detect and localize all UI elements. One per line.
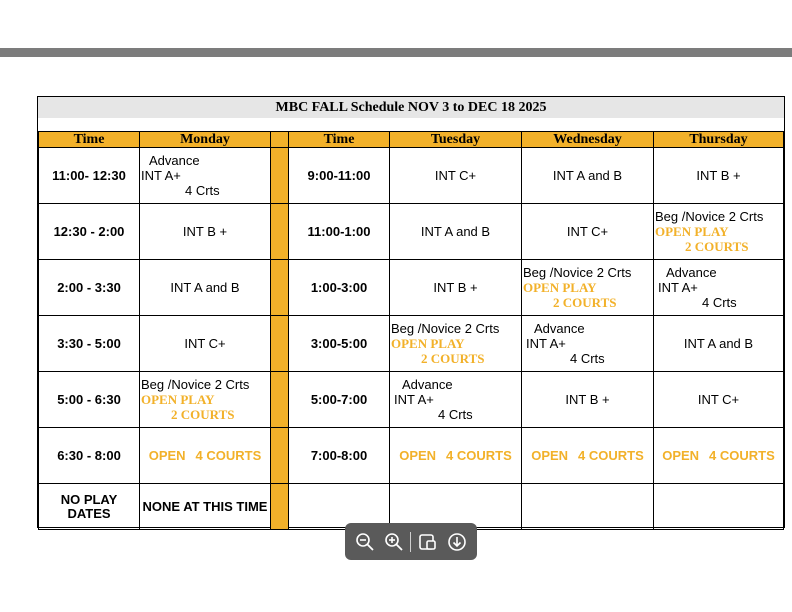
separator-cell [271,484,289,530]
courts-label: 4 COURTS [446,448,512,463]
courts-label: 2 COURTS [421,351,485,366]
header-thursday: Thursday [654,132,784,148]
time-slot-monday: 12:30 - 2:00 [39,204,140,260]
time-slot-tue-thu: 7:00-8:00 [289,428,390,484]
schedule-document [37,96,785,528]
courts-label: 2 COURTS [553,295,617,310]
wednesday-cell: INT C+ [522,204,654,260]
page-view-icon[interactable] [416,530,440,554]
header-time-2: Time [289,132,390,148]
open-play-label: OPEN PLAY [523,280,597,295]
open-play-label: OPEN PLAY [391,336,465,351]
time-slot-monday: 6:30 - 8:00 [39,428,140,484]
courts-label: 4 COURTS [195,448,262,463]
open-play-label: OPEN PLAY [141,392,215,407]
separator-cell [271,148,289,204]
cell-line: Advance [534,321,585,336]
cell-line: INT A+ [658,280,698,295]
header-tuesday: Tuesday [390,132,522,148]
time-slot-monday: 11:00- 12:30 [39,148,140,204]
table-row [39,260,784,316]
schedule-table [38,131,784,530]
open-label: OPEN [662,448,700,463]
tuesday-cell: INT A and B [390,204,522,260]
wednesday-cell: INT A and B [522,148,654,204]
monday-no-play: NONE AT THIS TIME [140,484,271,530]
separator-cell [271,372,289,428]
courts-label: 4 COURTS [578,448,644,463]
table-row [39,372,784,428]
monday-cell: INT C+ [140,316,271,372]
open-label: OPEN [148,448,186,463]
cell-line: Advance [402,377,453,392]
time-slot-tue-thu: 1:00-3:00 [289,260,390,316]
table-row [39,316,784,372]
time-slot-tue-thu: 3:00-5:00 [289,316,390,372]
cell-line: INT A+ [394,392,434,407]
thursday-cell [654,260,784,316]
courts-label: 4 COURTS [709,448,775,463]
time-slot-tue-thu: 9:00-11:00 [289,148,390,204]
wednesday-cell: INT B + [522,372,654,428]
time-slot-tue-thu: 11:00-1:00 [289,204,390,260]
no-play-line: NO PLAY [60,491,118,507]
cell-line: Advance [666,265,717,280]
table-row [39,148,784,204]
cell-line: 4 Crts [438,407,473,422]
open-label: OPEN [531,448,569,463]
open-label: OPEN [399,448,437,463]
courts-label: 2 COURTS [171,407,235,422]
tuesday-cell [390,372,522,428]
monday-cell [140,372,271,428]
monday-cell: INT A and B [140,260,271,316]
cell-line: INT A+ [141,168,181,183]
separator-cell [271,260,289,316]
cell-line: 4 Crts [570,351,605,366]
open-play-label: OPEN PLAY [655,224,729,239]
monday-cell: INT B + [140,204,271,260]
wednesday-cell [522,428,654,484]
thursday-cell [654,204,784,260]
header-time-1: Time [39,132,140,148]
cell-line: INT A+ [526,336,566,351]
wednesday-cell [522,260,654,316]
monday-cell [140,428,271,484]
time-slot-monday: 2:00 - 3:30 [39,260,140,316]
separator-column [271,132,289,148]
cell-line: 4 Crts [185,183,220,198]
monday-cell [140,148,271,204]
wednesday-cell [522,316,654,372]
zoom-in-icon[interactable] [382,530,406,554]
time-slot-monday: 3:30 - 5:00 [39,316,140,372]
thursday-cell: INT A and B [654,316,784,372]
dates-line: DATES [67,505,111,521]
separator-cell [271,204,289,260]
cell-line: Advance [149,153,200,168]
tuesday-cell [390,428,522,484]
empty-cell [522,484,654,530]
cell-line: Beg /Novice 2 Crts [655,209,764,224]
table-row [39,204,784,260]
title-spacer [38,118,784,131]
header-monday: Monday [140,132,271,148]
header-wednesday: Wednesday [522,132,654,148]
zoom-out-icon[interactable] [353,530,377,554]
cell-line: 4 Crts [702,295,737,310]
table-row [39,428,784,484]
tuesday-cell [390,316,522,372]
top-divider-bar [0,48,792,57]
tuesday-cell: INT C+ [390,148,522,204]
toolbar-divider [410,532,411,552]
cell-line: Beg /Novice 2 Crts [391,321,500,336]
empty-cell [654,484,784,530]
pdf-viewer-toolbar [345,523,477,560]
thursday-cell: INT B + [654,148,784,204]
schedule-title: MBC FALL Schedule NOV 3 to DEC 18 2025 [38,97,784,119]
cell-line: Beg /Novice 2 Crts [523,265,632,280]
tuesday-cell: INT B + [390,260,522,316]
no-play-dates-label [39,484,140,530]
separator-cell [271,428,289,484]
cell-line: Beg /Novice 2 Crts [141,377,250,392]
separator-cell [271,316,289,372]
download-icon[interactable] [445,530,469,554]
courts-label: 2 COURTS [685,239,749,254]
thursday-cell [654,428,784,484]
thursday-cell: INT C+ [654,372,784,428]
time-slot-tue-thu: 5:00-7:00 [289,372,390,428]
time-slot-monday: 5:00 - 6:30 [39,372,140,428]
